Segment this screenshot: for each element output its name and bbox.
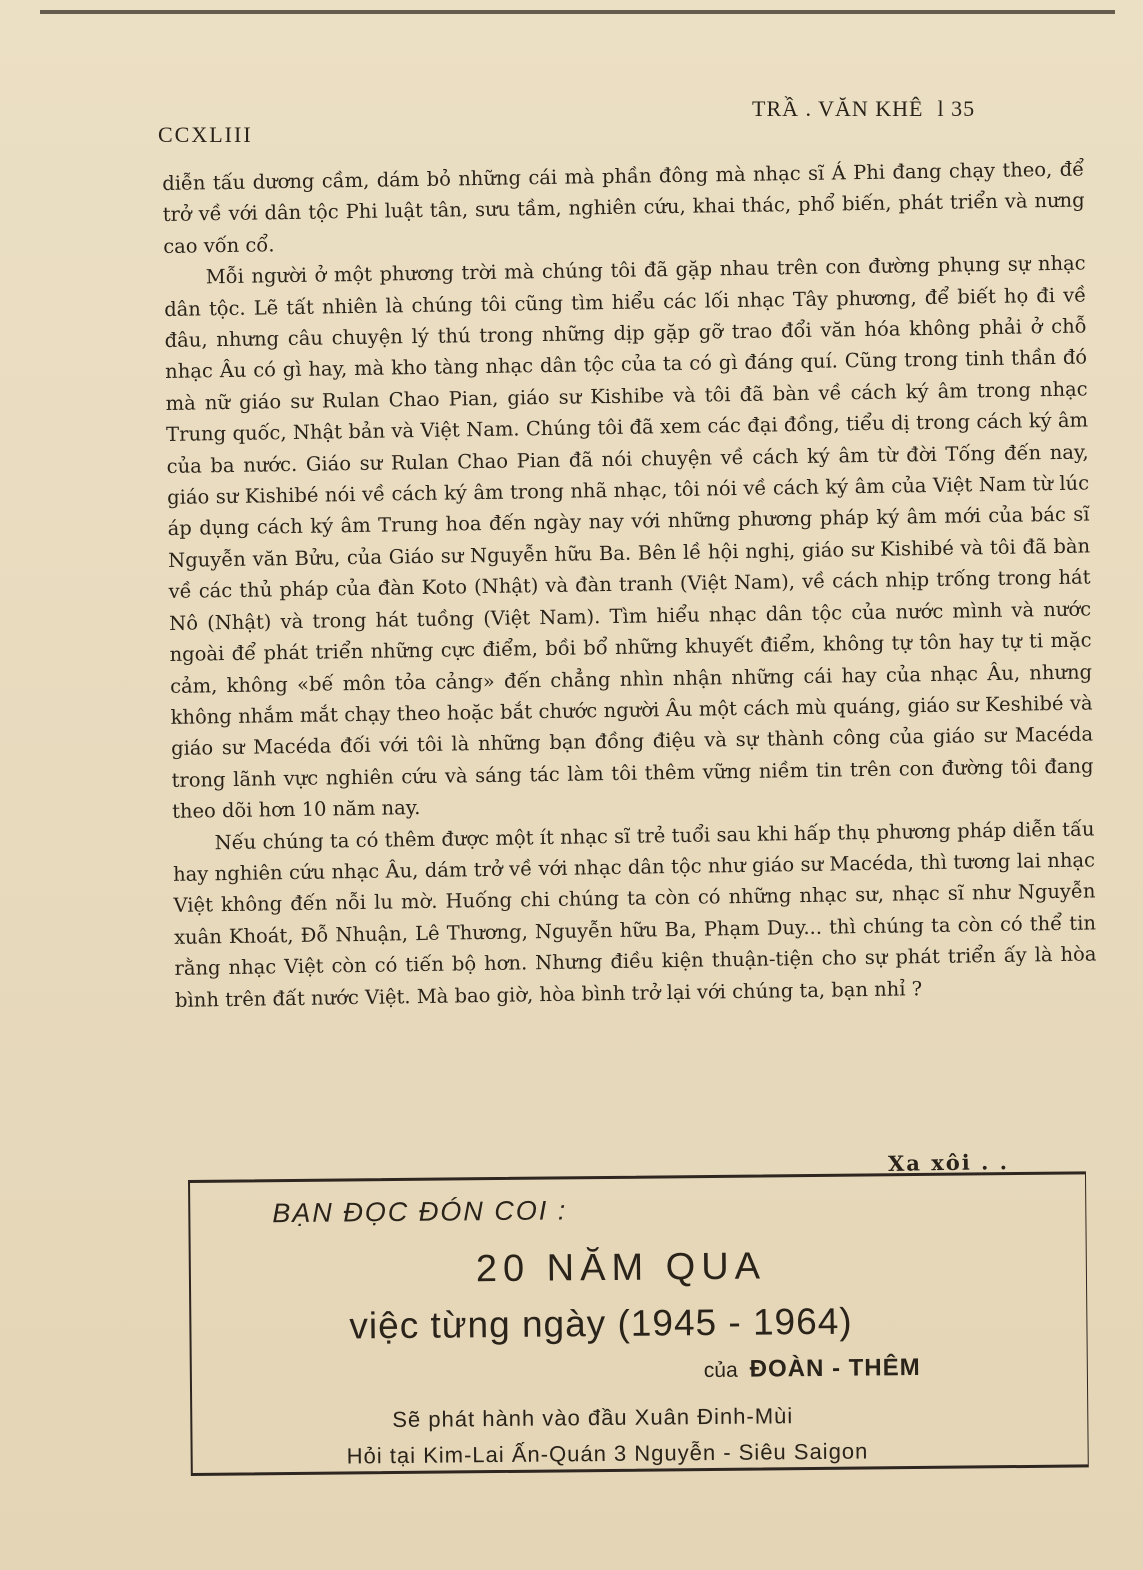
ad-book-title: 20 NĂM QUA [475, 1245, 767, 1291]
paragraph: Nếu chúng ta có thêm được một ít nhạc sĩ trẻ tuổi sau khi hấp thụ phương pháp diễn tấu hay nghiên cứu nhạc Âu, dám trở về với nhạc dân tộc như giáo sư Macéda, thì tương lai nhạc Việt không đến nỗi lu mờ. Huống chi chúng ta còn có những nhạc sư, nhạc sĩ như Nguyễn xuân Khoát, Đỗ Nhuận, Lê Thương, Nguyễn hữu Ba, Phạm Duy... thì chúng ta còn có thể tin rằng nhạc Việt còn có tiến bộ hơn. Nhưng điều kiện thuận-tiện cho sự phát triển ấy là hòa bình trên đất nước Việt. Mà bao giờ, hòa bình trở lại với chúng ta, bạn nhỉ ? [172, 816, 1097, 1012]
page-number: l 35 [937, 96, 976, 121]
paragraph: Mỗi người ở một phương trời mà chúng tôi đã gặp nhau trên con đường phụng sự nhạc dân tộc. Lẽ tất nhiên là chúng tôi cũng tìm hiểu các lối nhạc Tây phương, để biết họ đi về đâu, nhưng câu chuyện lý thú trong những dịp gặp gỡ trao đổi văn hóa không phải ở chỗ nhạc Âu có gì hay, mà kho tàng nhạc dân tộc của ta có gì đáng quí. Cũng trong tinh thần đó mà nữ giáo sư Rulan Chao Pian, giáo sư Kishibe và tôi đã bàn về cách ký âm trong nhạc Trung quốc, Nhật bản và Việt Nam. Chúng tôi đã xem các đại đồng, tiểu dị trong cách ký âm của ba nước. Giáo sư Rulan Chao Pian đã nói chuyện về cách ký âm từ đời Tống đến nay, giáo sư Kishibé nói về cách ký âm trong nhã nhạc, tôi nói về cách ký âm của Việt Nam từ lúc áp dụng cách ký âm Trung hoa đến ngày nay với những phương pháp ký âm mới của bác sĩ Nguyễn văn Bửu, của Giáo sư Nguyễn hữu Ba. Bên lề hội nghị, giáo sư Kishibé và tôi đã bàn về các thủ pháp của đàn Koto (Nhật) và đàn tranh (Việt Nam), về cách nhịp trống trong hát Nô (Nhật) và trong hát tuồng (Việt Nam). Tìm hiểu nhạc dân tộc của nước mình và nước ngoài để phát triển những cực điểm, bồi bổ những khuyết điểm, không tự tôn hay tự ti mặc cảm, không «bế môn tỏa cảng» đến chẳng nhìn nhận những cái hay của nhạc Âu, nhưng không nhắm mắt chạy theo hoặc bắt chước người Âu một cách mù quáng, giáo sư Keshibé và giáo sư Macéda đối với tôi là những bạn đồng điệu và sự thành công của giáo sư Macéda trong lãnh vực nghiên cứu và sáng tác làm tôi thêm vững niềm tin trên con đường tôi đang theo dõi hơn 10 năm nay. [164, 251, 1094, 824]
top-rule [40, 10, 1115, 14]
ad-author-prefix: của [703, 1358, 738, 1383]
ad-book-subtitle: việc từng ngày (1945 - 1964) [349, 1300, 853, 1347]
ad-author-name: ĐOÀN - THÊM [749, 1353, 921, 1383]
ad-release-note: Sẽ phát hành vào đầu Xuân Đinh-Mùi [392, 1403, 794, 1433]
running-header-author: TRẦ . VĂN KHÊ [752, 96, 924, 121]
running-header-right [752, 96, 975, 122]
book-advertisement [188, 1171, 1089, 1476]
article-body [162, 154, 1097, 1016]
ad-address: Hỏi tại Kim-Lai Ấn-Quán 3 Nguyễn - Siêu Saigon [346, 1438, 869, 1469]
ad-author-line [704, 1354, 921, 1384]
running-header-left: CCXLIII [158, 122, 253, 147]
author-signature: Xa xôi . . [887, 1149, 1010, 1176]
ad-kicker: BẠN ĐỌC ĐÓN COI : [272, 1195, 568, 1229]
paragraph-continued: diễn tấu dương cầm, dám bỏ những cái mà phần đông mà nhạc sĩ Á Phi đang chạy theo, để trở về với dân tộc Phi luật tân, sưu tầm, nghiên cứu, khai thác, phổ biến, phát triển và nưng cao vốn cổ. [162, 157, 1085, 258]
